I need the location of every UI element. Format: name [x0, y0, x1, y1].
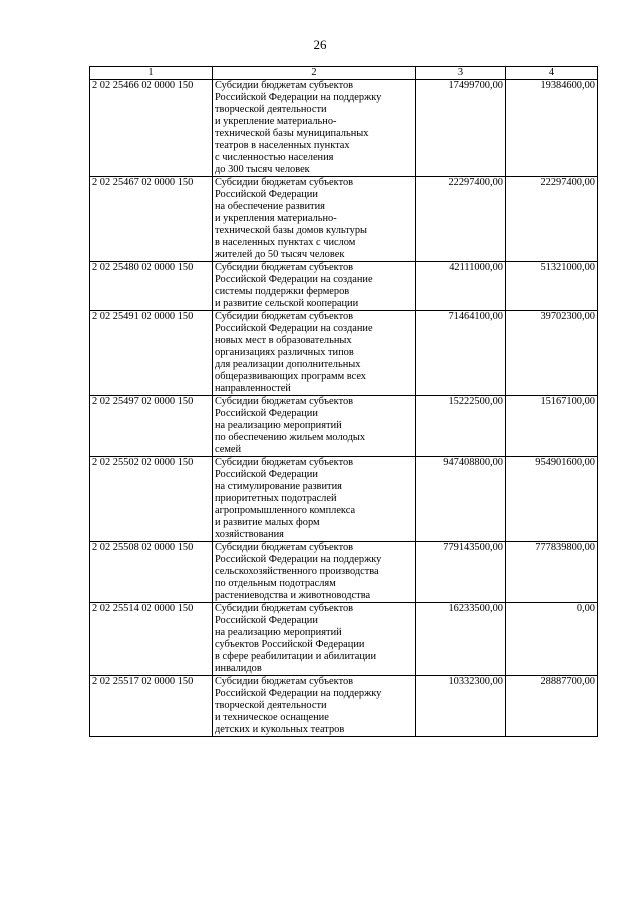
row-value-col4: 22297400,00: [506, 177, 598, 262]
table-row: [90, 676, 598, 737]
row-code: 2 02 25497 02 0000 150: [90, 396, 213, 457]
row-value-col4: 954901600,00: [506, 457, 598, 542]
row-value-col4: 51321000,00: [506, 262, 598, 311]
row-value-col3: 17499700,00: [416, 80, 506, 177]
row-code: 2 02 25467 02 0000 150: [90, 177, 213, 262]
row-name: Субсидии бюджетам субъектов Российской Федерации на обеспечение развития и укрепления материально- технической базы домов культуры в населенных пунктах с числом жителей до 50 тысяч человек: [213, 177, 416, 262]
row-value-col4: 777839800,00: [506, 542, 598, 603]
row-value-col4: 19384600,00: [506, 80, 598, 177]
row-name: Субсидии бюджетам субъектов Российской Федерации на создание новых мест в образовательных организациях различных типов для реализации дополнительных общеразвивающих программ всех направленностей: [213, 311, 416, 396]
table-row: [90, 603, 598, 676]
row-value-col3: 22297400,00: [416, 177, 506, 262]
row-name: Субсидии бюджетам субъектов Российской Федерации на поддержку творческой деятельности и техническое оснащение детских и кукольных театров: [213, 676, 416, 737]
header-row: [90, 67, 598, 80]
row-value-col4: 28887700,00: [506, 676, 598, 737]
row-code: 2 02 25466 02 0000 150: [90, 80, 213, 177]
row-value-col3: 16233500,00: [416, 603, 506, 676]
table-row: [90, 396, 598, 457]
row-code: 2 02 25480 02 0000 150: [90, 262, 213, 311]
row-name: Субсидии бюджетам субъектов Российской Федерации на стимулирование развития приоритетных подотраслей агропромышленного комплекса и развитие малых форм хозяйствования: [213, 457, 416, 542]
row-value-col3: 71464100,00: [416, 311, 506, 396]
row-value-col4: 15167100,00: [506, 396, 598, 457]
row-code: 2 02 25502 02 0000 150: [90, 457, 213, 542]
table-row: [90, 311, 598, 396]
table-row: [90, 457, 598, 542]
column-header-4: 4: [506, 67, 598, 80]
row-name: Субсидии бюджетам субъектов Российской Федерации на поддержку сельскохозяйственного производства по отдельным подотраслям растениеводства и животноводства: [213, 542, 416, 603]
table-row: [90, 262, 598, 311]
table-row: [90, 177, 598, 262]
column-header-3: 3: [416, 67, 506, 80]
table-row: [90, 80, 598, 177]
row-value-col3: 779143500,00: [416, 542, 506, 603]
row-name: Субсидии бюджетам субъектов Российской Федерации на поддержку творческой деятельности и укрепление материально- технической базы муниципальных театров в населенных пунктах с численностью населения до 300 тысяч человек: [213, 80, 416, 177]
row-name: Субсидии бюджетам субъектов Российской Федерации на реализацию мероприятий по обеспечению жильем молодых семей: [213, 396, 416, 457]
row-code: 2 02 25491 02 0000 150: [90, 311, 213, 396]
row-name: Субсидии бюджетам субъектов Российской Федерации на реализацию мероприятий субъектов Российской Федерации в сфере реабилитации и абилитации инвалидов: [213, 603, 416, 676]
row-value-col4: 0,00: [506, 603, 598, 676]
row-value-col3: 947408800,00: [416, 457, 506, 542]
row-code: 2 02 25508 02 0000 150: [90, 542, 213, 603]
table-row: [90, 542, 598, 603]
row-value-col3: 42111000,00: [416, 262, 506, 311]
row-code: 2 02 25514 02 0000 150: [90, 603, 213, 676]
row-name: Субсидии бюджетам субъектов Российской Федерации на создание системы поддержки фермеров и развитие сельской кооперации: [213, 262, 416, 311]
row-value-col4: 39702300,00: [506, 311, 598, 396]
row-code: 2 02 25517 02 0000 150: [90, 676, 213, 737]
column-header-2: 2: [213, 67, 416, 80]
row-value-col3: 15222500,00: [416, 396, 506, 457]
column-header-1: 1: [90, 67, 213, 80]
budget-table: [89, 66, 598, 737]
page-number: 26: [313, 37, 327, 52]
row-value-col3: 10332300,00: [416, 676, 506, 737]
